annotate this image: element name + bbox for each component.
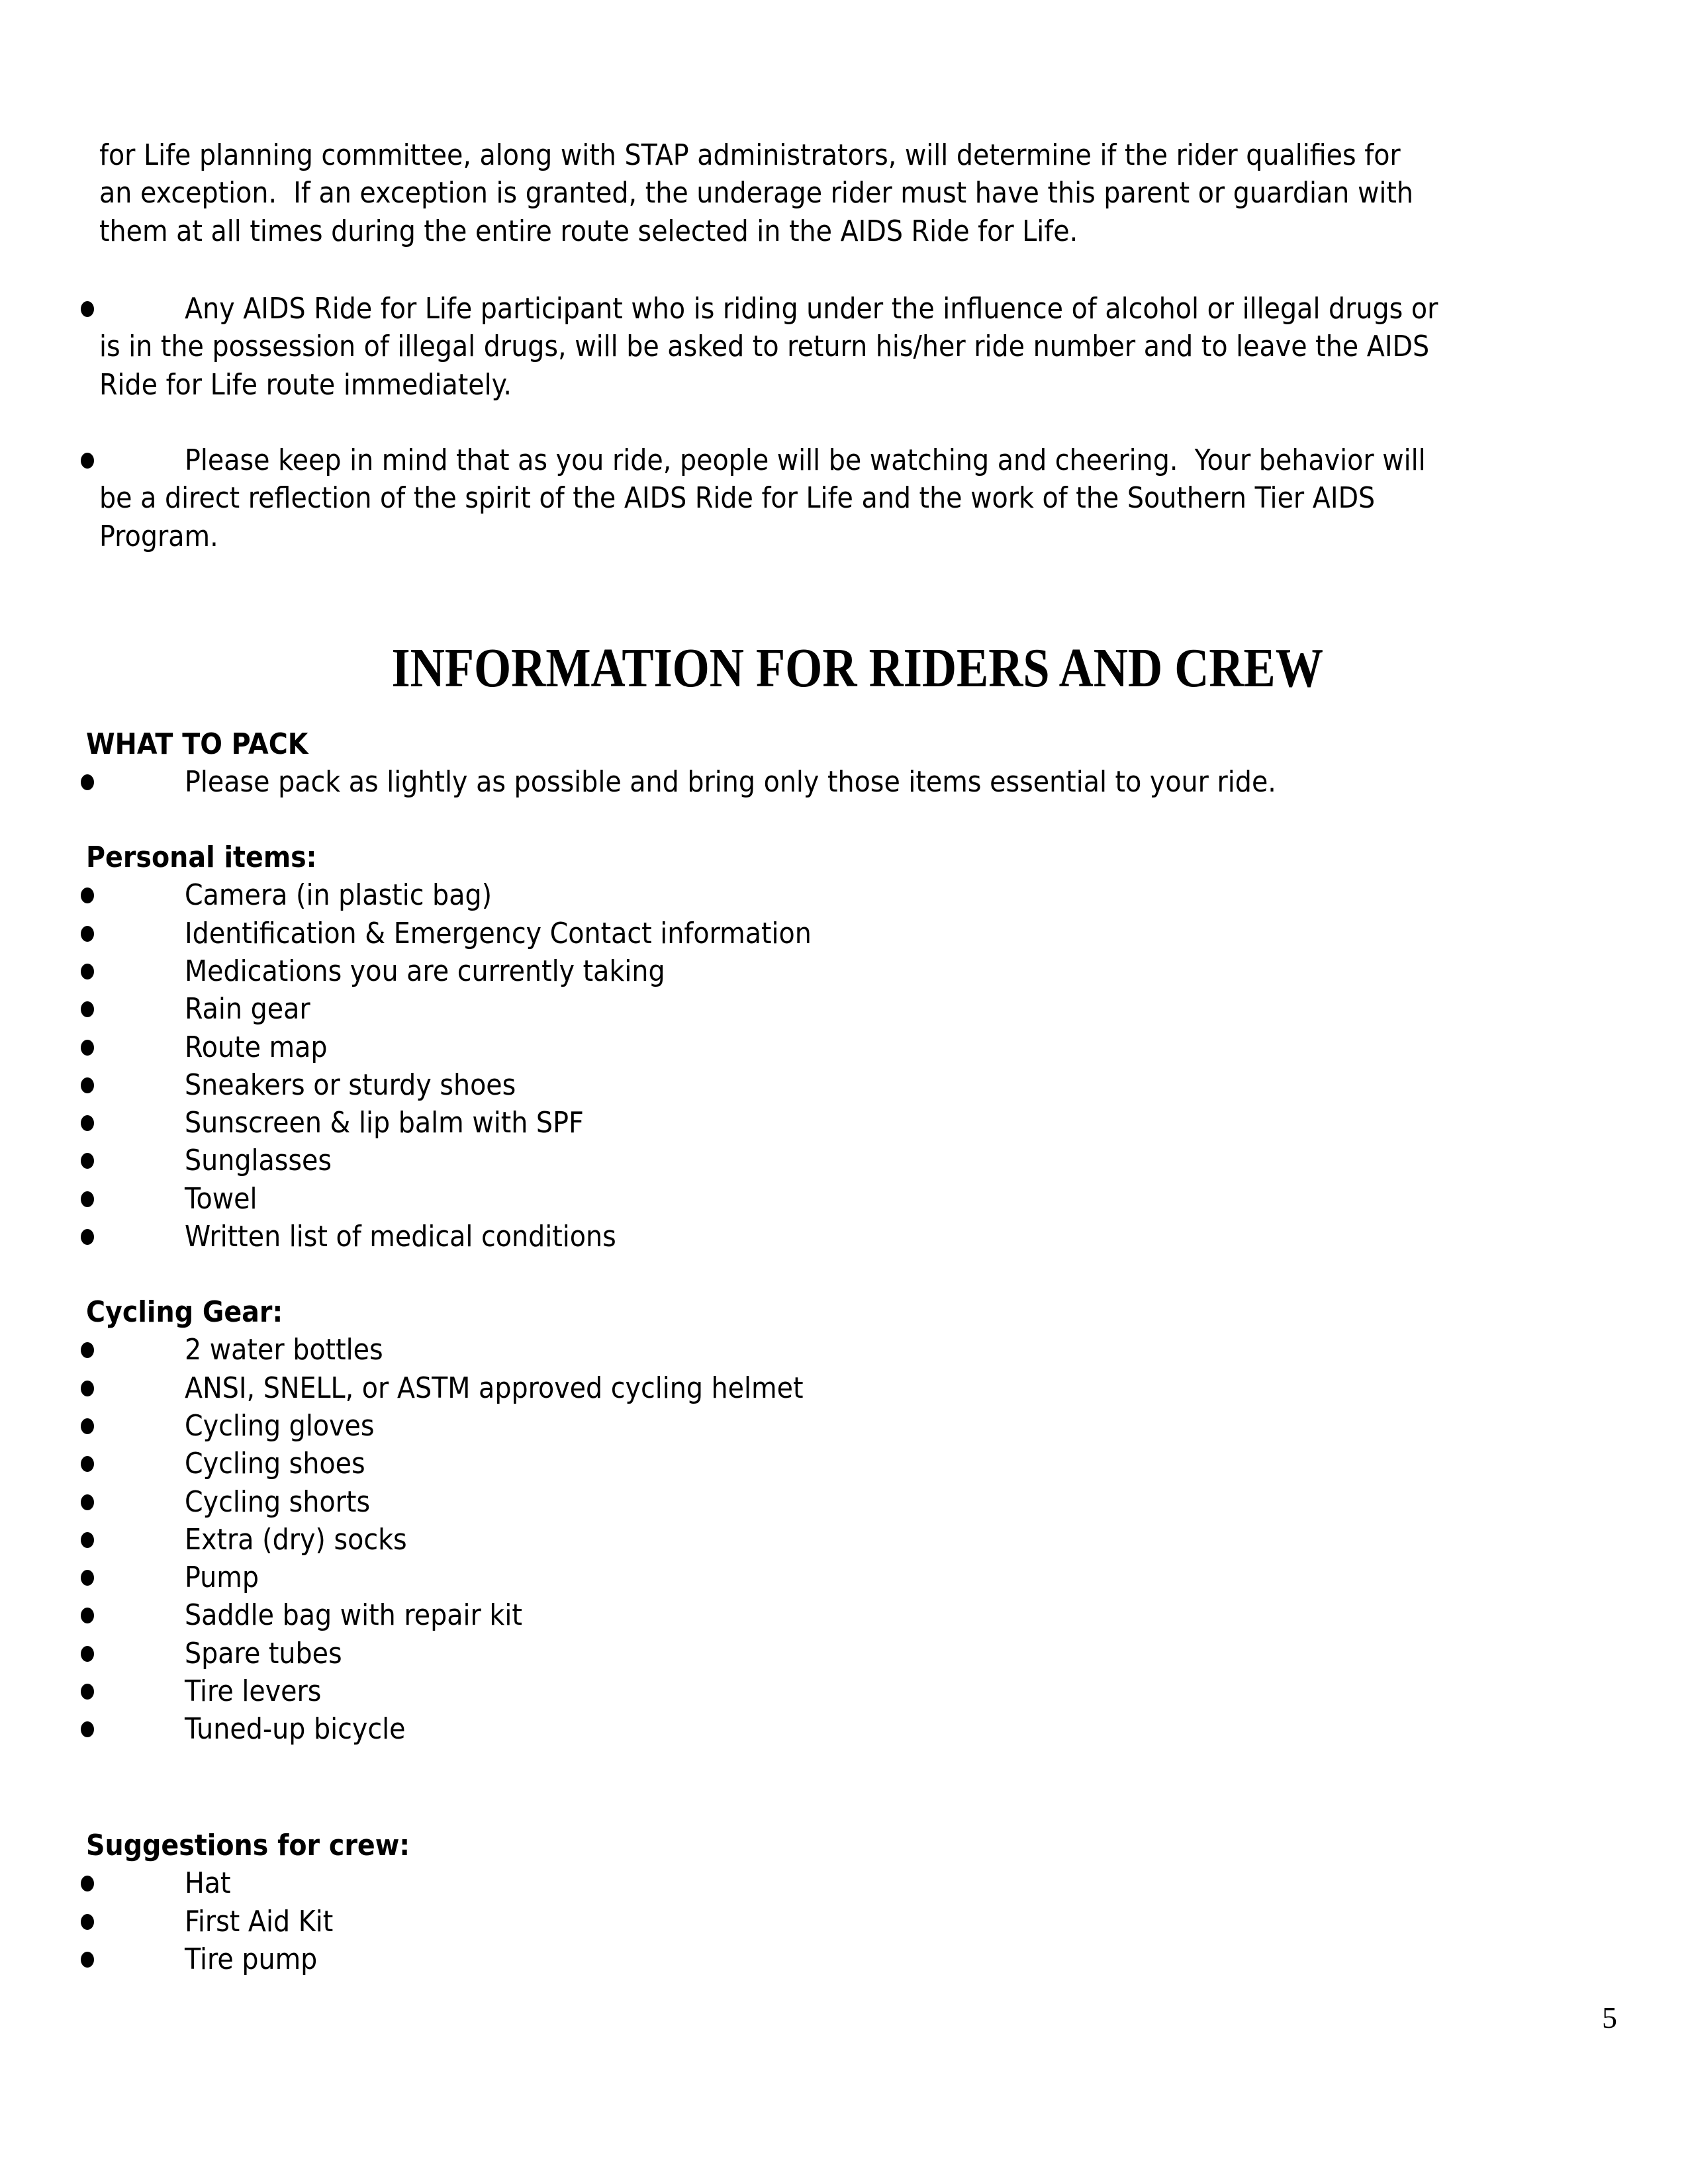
list-item: Sneakers or sturdy shoes (185, 1068, 516, 1102)
bullet-icon (81, 1721, 94, 1737)
list-item: Spare tubes (185, 1636, 342, 1670)
bullet-icon (81, 1570, 94, 1586)
list-item: Identification & Emergency Contact information (185, 916, 812, 950)
bullet-icon (81, 774, 94, 790)
list-item: Cycling gloves (185, 1408, 375, 1443)
paragraph-line: for Life planning committee, along with STAP administrators, will determine if the rider qualifies for (99, 138, 1401, 172)
list-item: Sunglasses (185, 1144, 332, 1178)
list-item: Rain gear (185, 992, 310, 1026)
list-item: Tire pump (185, 1942, 318, 1976)
bullet-icon (81, 964, 94, 979)
bullet-icon (81, 1115, 94, 1131)
bullet-icon (81, 1532, 94, 1548)
list-item: Tuned-up bicycle (185, 1712, 406, 1747)
bullet-icon (81, 1952, 94, 1968)
paragraph-line: be a direct reflection of the spirit of the AIDS Ride for Life and the work of the Southern Tier AIDS (99, 481, 1376, 516)
bullet-icon (81, 926, 94, 942)
bullet-icon (81, 1608, 94, 1623)
paragraph-line: Ride for Life route immediately. (99, 367, 512, 402)
page-number: 5 (1602, 2001, 1617, 2034)
bullet-icon (81, 1229, 94, 1245)
list-heading: Suggestions for crew: (86, 1829, 410, 1862)
paragraph-line: is in the possession of illegal drugs, will be asked to return his/her ride number and to leave the AIDS (99, 330, 1430, 364)
section-title (0, 629, 1688, 708)
bullet-icon (81, 1191, 94, 1207)
bullet-icon (81, 1153, 94, 1169)
bullet-icon (81, 453, 94, 469)
section-title-text: INFORMATION FOR RIDERS AND CREW (391, 637, 1323, 699)
bullet-icon (81, 1418, 94, 1434)
paragraph-line: Any AIDS Ride for Life participant who is riding under the influence of alcohol or illegal drugs or (185, 292, 1438, 326)
list-item: Saddle bag with repair kit (185, 1598, 522, 1633)
paragraph-line: them at all times during the entire route selected in the AIDS Ride for Life. (99, 214, 1078, 248)
bullet-icon (81, 887, 94, 903)
bullet-icon (81, 301, 94, 317)
paragraph-line: Program. (99, 519, 218, 553)
list-item: Camera (in plastic bag) (185, 878, 492, 913)
bullet-icon (81, 1077, 94, 1093)
bullet-icon (81, 1456, 94, 1472)
list-item: Cycling shorts (185, 1484, 371, 1519)
bullet-icon (81, 1001, 94, 1017)
list-heading: Personal items: (86, 841, 317, 874)
list-item: Medications you are currently taking (185, 954, 665, 988)
list-item: Extra (dry) socks (185, 1522, 407, 1557)
list-item: Hat (185, 1866, 231, 1901)
list-item: Written list of medical conditions (185, 1220, 616, 1253)
bullet-icon (81, 1646, 94, 1662)
bullet-icon (81, 1684, 94, 1700)
list-item: Cycling shoes (185, 1447, 365, 1481)
list-item: First Aid Kit (185, 1904, 334, 1938)
bullet-icon (81, 1876, 94, 1891)
list-item: Towel (185, 1181, 258, 1216)
list-item: 2 water bottles (185, 1333, 383, 1367)
list-heading: Cycling Gear: (86, 1295, 283, 1329)
list-item: Tire levers (185, 1674, 322, 1708)
list-item: Please pack as lightly as possible and bring only those items essential to your ride. (185, 765, 1276, 799)
bullet-icon (81, 1342, 94, 1358)
list-heading: WHAT TO PACK (86, 727, 308, 761)
list-item: Pump (185, 1561, 259, 1595)
paragraph-line: Please keep in mind that as you ride, people will be watching and cheering. Your behavior will (185, 443, 1426, 477)
list-item: Route map (185, 1030, 328, 1064)
bullet-icon (81, 1381, 94, 1396)
paragraph-line: an exception. If an exception is granted, the underage rider must have this parent or guardian with (99, 176, 1413, 210)
bullet-icon (81, 1040, 94, 1056)
bullet-icon (81, 1494, 94, 1510)
bullet-icon (81, 1914, 94, 1930)
list-item: ANSI, SNELL, or ASTM approved cycling helmet (185, 1371, 804, 1405)
list-item: Sunscreen & lip balm with SPF (185, 1106, 584, 1140)
